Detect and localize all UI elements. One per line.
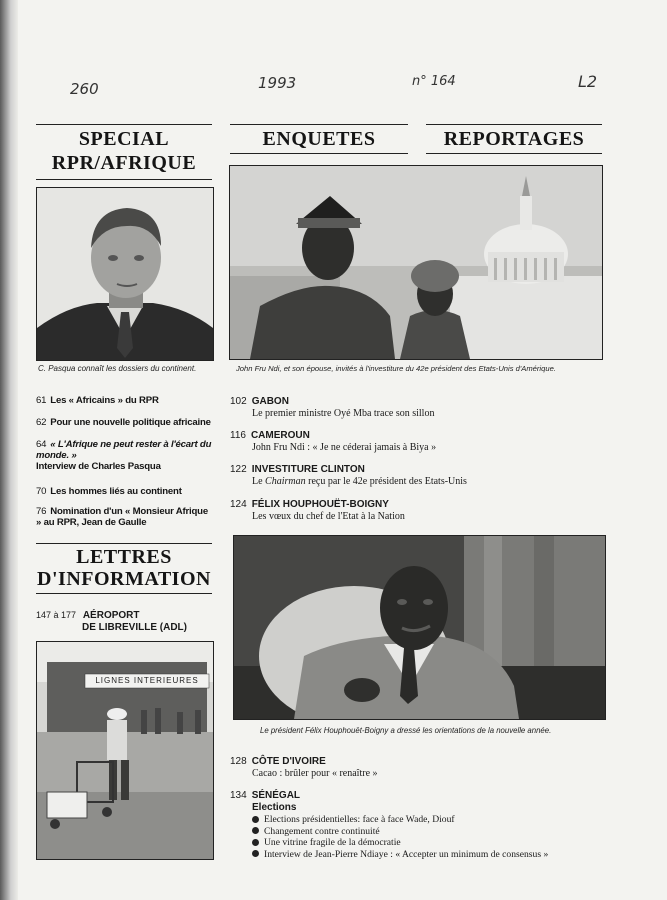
airport-sign: LIGNES INTERIEURES: [95, 676, 199, 685]
pasqua-caption: C. Pasqua connaît les dossiers du continent.: [38, 364, 197, 373]
houphouet-photo: [233, 535, 606, 720]
lettres-rule-bottom: [36, 593, 212, 594]
enquetes-title: ENQUETES: [262, 128, 376, 150]
houphouet-caption: Le président Félix Houphouët-Boigny a dressé les orientations de la nouvelle année.: [260, 726, 552, 735]
senegal-bullet: [230, 814, 600, 826]
enquete-num: 102: [230, 396, 247, 407]
special-rule-top: [36, 124, 212, 125]
handwritten-note-right: L2: [578, 72, 598, 91]
rpr-item-62: [36, 417, 214, 428]
special-rule-bottom: [36, 179, 212, 180]
frundi-photo: [229, 165, 603, 360]
reportage-sub: Elections: [252, 802, 297, 813]
bullet-dot: [252, 850, 259, 857]
handwritten-note-year: 1993: [258, 74, 297, 92]
rpr-item-76: [36, 506, 214, 528]
rpr-item-num: 76: [36, 506, 47, 517]
enquete-text: Les vœux du chef de l'Etat à la Nation: [252, 511, 405, 522]
enquete-text: John Fru Ndi : « Je ne céderai jamais à Biya »: [252, 442, 437, 453]
rpr-item-70: [36, 486, 214, 497]
enquete-text-post: reçu par le 42e président des Etats-Unis: [305, 476, 467, 487]
lettres-item-line1: AÉROPORT: [82, 610, 140, 621]
rpr-item-text: Nomination d'un « Monsieur Afrique » au RPR, Jean de Gaulle: [36, 506, 208, 528]
reportage-num: 128: [230, 756, 247, 767]
enquete-head: GABON: [251, 396, 289, 407]
enquete-item-houphouet: [230, 499, 600, 523]
handwritten-note-code: n° 164: [412, 74, 456, 89]
enquete-text: Le premier ministre Oyé Mba trace son sillon: [252, 408, 435, 419]
special-title-line1: SPECIAL: [78, 128, 170, 150]
rpr-item-text: Pour une nouvelle politique africaine: [50, 417, 211, 428]
rpr-item-num: 64: [36, 439, 47, 450]
reportages-rule-top: [426, 124, 602, 125]
enquete-head: FÉLIX HOUPHOUËT-BOIGNY: [251, 499, 389, 510]
bullet-text: Une vitrine fragile de la démocratie: [264, 837, 401, 848]
enquete-item-clinton: [230, 464, 600, 488]
bullet-dot: [252, 839, 259, 846]
senegal-bullet: [230, 849, 600, 861]
enquete-text-pre: Le: [252, 476, 266, 487]
enquete-num: 116: [230, 430, 246, 441]
bullet-dot: [252, 816, 259, 823]
lettres-item-num: 147 à 177: [36, 610, 77, 620]
special-title-line2: RPR/AFRIQUE: [51, 152, 197, 174]
enquetes-rule-top: [230, 124, 408, 125]
bullet-text: Changement contre continuité: [264, 825, 380, 837]
reportage-item-cote: [230, 756, 600, 780]
rpr-item-text: Les hommes liés au continent: [50, 486, 182, 497]
bullet-text: Elections présidentielles: face à face Wade, Diouf: [264, 814, 455, 825]
enquetes-rule-bottom: [230, 153, 408, 154]
rpr-item-text: « L'Afrique ne peut rester à l'écart du monde. »: [36, 439, 212, 461]
rpr-item-sub: Interview de Charles Pasqua: [36, 461, 161, 472]
rpr-item-64: [36, 439, 214, 472]
enquete-item-gabon: [230, 396, 600, 420]
enquete-head: INVESTITURE CLINTON: [251, 464, 365, 475]
enquete-item-cameroun: [230, 430, 600, 454]
rpr-item-num: 61: [36, 395, 47, 406]
enquete-text-em: Chairman: [265, 476, 306, 487]
pasqua-photo: [36, 187, 214, 361]
lettres-title-line1: LETTRES: [76, 546, 172, 568]
enquete-num: 124: [230, 499, 247, 510]
page-binding-shadow: [0, 0, 18, 900]
rpr-item-text: Les « Africains » du RPR: [50, 395, 159, 406]
reportage-item-senegal: [230, 790, 600, 860]
rpr-item-num: 70: [36, 486, 47, 497]
reportage-text: Cacao : brûler pour « renaître »: [252, 768, 378, 779]
handwritten-note-left: 260: [70, 80, 99, 98]
senegal-bullet: [230, 826, 600, 838]
lettres-item: [36, 609, 214, 634]
frundi-caption: John Fru Ndi, et son épouse, invités à l'investiture du 42e président des Etats-Unis d'Amérique.: [236, 364, 556, 373]
enquete-head: CAMEROUN: [250, 430, 310, 441]
reportage-head: SÉNÉGAL: [251, 790, 301, 801]
lettres-item-line2: DE LIBREVILLE (ADL): [82, 622, 187, 633]
lettres-title-line2: D'INFORMATION: [37, 568, 211, 590]
airport-photo: [36, 641, 214, 860]
bullet-text: Interview de Jean-Pierre Ndiaye : « Accepter un minimum de consensus »: [264, 848, 549, 860]
reportage-num: 134: [230, 790, 247, 801]
rpr-item-num: 62: [36, 417, 47, 428]
lettres-rule-top: [36, 543, 212, 544]
bullet-dot: [252, 827, 259, 834]
senegal-bullet: [230, 837, 600, 849]
enquete-num: 122: [230, 464, 247, 475]
enquete-text: [230, 476, 600, 488]
reportages-rule-bottom: [426, 153, 602, 154]
reportages-title: REPORTAGES: [443, 128, 585, 150]
rpr-item-61: [36, 395, 214, 406]
reportage-head: CÔTE D'IVOIRE: [251, 756, 326, 767]
